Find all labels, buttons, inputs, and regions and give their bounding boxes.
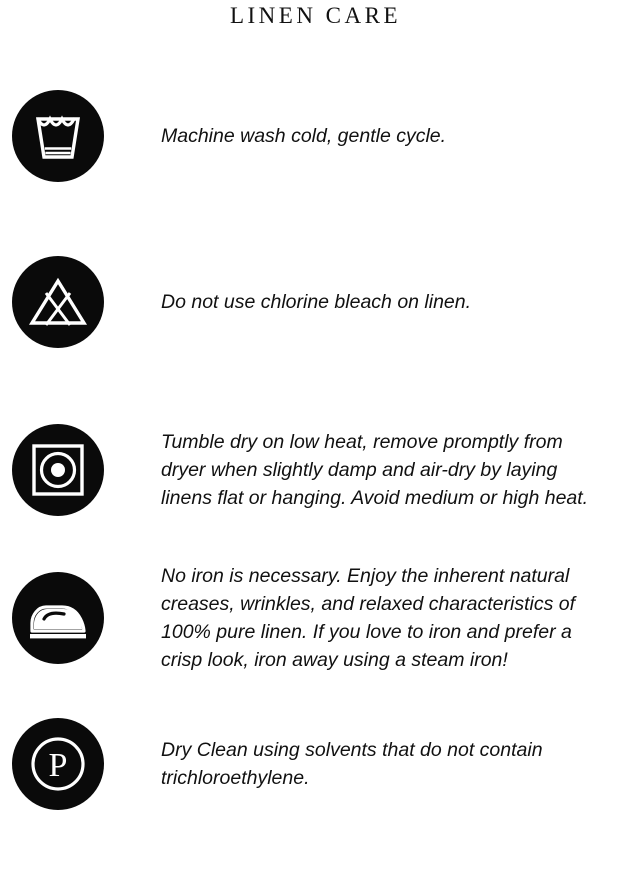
- text-cell: [104, 428, 617, 512]
- care-instruction-text: Do not use chlorine bleach on linen.: [161, 291, 472, 313]
- text-cell: [104, 736, 617, 792]
- icon-cell: [12, 718, 104, 810]
- svg-text:P: P: [48, 747, 68, 784]
- dry-clean-p-icon: [12, 718, 104, 810]
- icon-cell: [12, 256, 104, 348]
- care-instruction-list: [0, 90, 631, 810]
- iron-icon: [12, 572, 104, 664]
- do-not-bleach-icon: [12, 256, 104, 348]
- list-item: [0, 718, 631, 810]
- list-item: [0, 90, 631, 182]
- care-instruction-text: No iron is necessary. Enjoy the inherent natural creases, wrinkles, and relaxed characteristics of 100% pure linen. If you love to iron and prefer a crisp look, iron away using a steam iron!: [161, 565, 576, 671]
- text-cell: [104, 562, 617, 674]
- text-cell: [104, 122, 617, 150]
- care-instruction-text: Dry Clean using solvents that do not contain trichloroethylene.: [161, 739, 543, 789]
- page-title: LINEN CARE: [229, 3, 402, 28]
- list-item: [0, 562, 631, 674]
- icon-cell: [12, 90, 104, 182]
- machine-wash-icon: [12, 90, 104, 182]
- care-instruction-text: Machine wash cold, gentle cycle.: [161, 125, 447, 147]
- tumble-dry-low-icon: [12, 424, 104, 516]
- list-item: [0, 256, 631, 348]
- icon-cell: [12, 572, 104, 664]
- text-cell: [104, 288, 617, 316]
- care-instruction-text: Tumble dry on low heat, remove promptly from dryer when slightly damp and air-dry by laying linens flat or hanging. Avoid medium or high heat.: [161, 431, 589, 509]
- icon-cell: [12, 424, 104, 516]
- list-item: [0, 424, 631, 516]
